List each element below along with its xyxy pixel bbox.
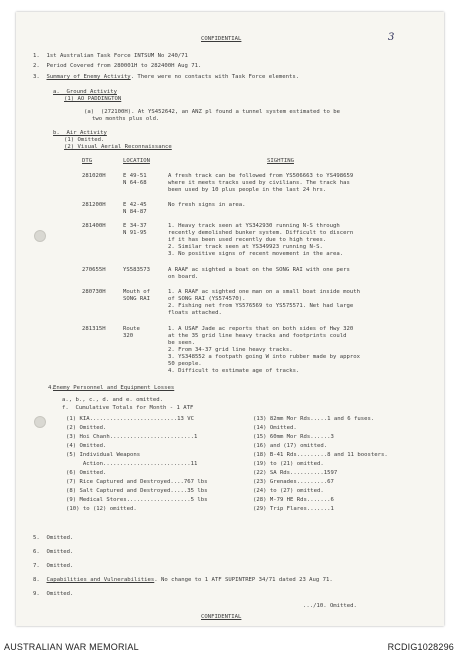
losses-line-f: f. Cumulative Totals for Month - 1 ATF <box>62 405 194 411</box>
row-dtg: 281315H <box>82 326 106 332</box>
row-sighting: of SONG RAI (YS574570). <box>168 296 246 302</box>
air-activity-1: (1) Omitted. <box>64 137 105 143</box>
row-sighting: where it meets tracks used by civilians. The track has <box>168 180 350 186</box>
item-8-text: . No change to 1 ATF SUPINTREP 34/71 dated 23 Aug 71. <box>154 577 333 583</box>
item-3: 3. Summary of Enemy Activity. There were no contacts with Task Force elements. <box>33 74 300 80</box>
item-4-number: 4. <box>48 385 55 391</box>
handwritten-page-mark: 3 <box>388 32 395 43</box>
item-5: 5. Omitted. <box>33 535 74 541</box>
loss-entry: (7) Rice Captured and Destroyed....767 lbs <box>66 479 208 485</box>
loss-entry: (19) to (21) omitted. <box>253 461 324 467</box>
row-sighting: 2. Fishing net from YS576569 to YS575571. Net had large <box>168 303 354 309</box>
loss-entry: (23) Grenades.........67 <box>253 479 334 485</box>
row-sighting: 4. Difficult to estimate age of tracks. <box>168 368 300 374</box>
loss-entry: (2) Omitted. <box>66 425 107 431</box>
row-location: E 49-51 <box>123 173 147 179</box>
classification-bottom: CONFIDENTIAL <box>201 614 242 620</box>
row-sighting: A RAAF ac sighted a boat on the SONG RAI with one pers <box>168 267 350 273</box>
item-6: 6. Omitted. <box>33 549 74 555</box>
losses-line-a: a., b., c., d. and e. omitted. <box>62 397 164 403</box>
item-8: 8. Capabilities and Vulnerabilities. No change to 1 ATF SUPINTREP 34/71 dated 23 Aug 71. <box>33 577 333 583</box>
item-8-title: Capabilities and Vulnerabilities <box>46 577 155 583</box>
loss-entry: (5) Individual Weapons <box>66 452 141 458</box>
loss-entry: (6) Omitted. <box>66 470 107 476</box>
row-sighting: 50 people. <box>168 361 202 367</box>
row-location: Route <box>123 326 140 332</box>
row-dtg: 281400H <box>82 223 106 229</box>
loss-entry: (8) Salt Captured and Destroyed.....35 lbs <box>66 488 208 494</box>
item-7: 7. Omitted. <box>33 563 74 569</box>
loss-entry: (15) 60mm Mor Rds......3 <box>253 434 334 440</box>
loss-entry: (18) B-41 Rds.........8 and 11 boosters. <box>253 452 388 458</box>
item-1: 1. 1st Australian Task Force INTSUM No 240/71 <box>33 53 188 59</box>
row-sighting: recently demolished bunker system. Difficult to discern <box>168 230 354 236</box>
visual-recce-heading: (2) Visual Aerial Reconnaissance <box>64 144 172 150</box>
footer-archive-name: AUSTRALIAN WAR MEMORIAL <box>4 642 139 652</box>
row-sighting: 3. No positive signs of recent movement in the area. <box>168 251 344 257</box>
row-location: N 84-87 <box>123 209 147 215</box>
row-dtg: 281200H <box>82 202 106 208</box>
loss-entry: (3) Hoi Chanh.........................1 <box>66 434 198 440</box>
continuation-note: .../10. Omitted. <box>303 603 357 609</box>
punch-hole <box>34 416 46 428</box>
loss-entry: (13) 82mm Mor Rds.....1 and 6 fuses. <box>253 416 375 422</box>
row-location: 320 <box>123 333 134 339</box>
row-sighting: be seen. <box>168 340 195 346</box>
air-activity-heading: b. Air Activity <box>53 130 107 136</box>
row-location: YS583573 <box>123 267 150 273</box>
row-sighting: if it has been used recently due to high trees. <box>168 237 327 243</box>
item-9: 9. Omitted. <box>33 591 74 597</box>
ground-activity-text: (a) (272100H). At YS452642, an ANZ pl found a tunnel system estimated to be <box>84 109 340 115</box>
column-header-sighting: SIGHTING <box>267 158 294 164</box>
loss-entry: (10) to (12) omitted. <box>66 506 137 512</box>
punch-hole <box>34 230 46 242</box>
row-sighting: 2. From 34-37 grid line heavy tracks. <box>168 347 293 353</box>
row-sighting: A fresh track can be followed from YS506663 to YS498659 <box>168 173 354 179</box>
row-sighting: been used by 10 plus people in the last 24 hrs. <box>168 187 327 193</box>
loss-entry: Action..........................11 <box>66 461 198 467</box>
row-sighting: 1. A USAF Jade ac reports that on both sides of Hwy 320 <box>168 326 354 332</box>
loss-entry: (14) Omitted. <box>253 425 297 431</box>
column-header-dtg: DTG <box>82 158 93 164</box>
row-dtg: 281020H <box>82 173 106 179</box>
row-sighting: No fresh signs in area. <box>168 202 246 208</box>
row-location: N 91-95 <box>123 230 147 236</box>
loss-entry: (28) M-79 HE Rds.......6 <box>253 497 334 503</box>
document-page <box>16 12 444 626</box>
losses-heading: Enemy Personnel and Equipment Losses <box>53 385 175 391</box>
loss-entry: (4) Omitted. <box>66 443 107 449</box>
row-sighting: 1. Heavy track seen at YS342930 running N-S through <box>168 223 340 229</box>
row-dtg: 280730H <box>82 289 106 295</box>
loss-entry: (22) SA Rds..........1597 <box>253 470 338 476</box>
item-3-title: Summary of Enemy Activity <box>46 74 131 80</box>
ground-activity-text: two months plus old. <box>92 116 160 122</box>
row-sighting: 2. Similar track seen at YS349923 running N-S. <box>168 244 323 250</box>
loss-entry: (24) to (27) omitted. <box>253 488 324 494</box>
row-location: N 64-68 <box>123 180 147 186</box>
row-sighting: 3. YS348552 a footpath going W into rubber made by approx <box>168 354 360 360</box>
column-header-location: LOCATION <box>123 158 150 164</box>
row-location: E 34-37 <box>123 223 147 229</box>
row-sighting: on board. <box>168 274 199 280</box>
row-location: SONG RAI <box>123 296 150 302</box>
ao-paddington-heading: (1) AO PADDINGTON <box>64 96 122 102</box>
footer-document-id: RCDIG1028296 <box>387 642 454 652</box>
ground-activity-heading: a. Ground Activity <box>53 89 117 95</box>
item-2: 2. Period Covered from 280001H to 282400H Aug 71. <box>33 63 202 69</box>
row-location: E 42-45 <box>123 202 147 208</box>
row-dtg: 270655H <box>82 267 106 273</box>
row-sighting: floats attached. <box>168 310 222 316</box>
classification-top: CONFIDENTIAL <box>201 36 242 42</box>
row-sighting: at the 35 grid line heavy tracks and footprints could <box>168 333 347 339</box>
row-location: Mouth of <box>123 289 150 295</box>
loss-entry: (29) Trip Flares.......1 <box>253 506 334 512</box>
loss-entry: (1) KIA..........................13 VC <box>66 416 194 422</box>
item-3-text: . There were no contacts with Task Force elements. <box>130 74 300 80</box>
loss-entry: (16) and (17) omitted. <box>253 443 328 449</box>
loss-entry: (9) Medical Stores...................5 lbs <box>66 497 208 503</box>
row-sighting: 1. A RAAF ac sighted one man on a small boat inside mouth <box>168 289 360 295</box>
